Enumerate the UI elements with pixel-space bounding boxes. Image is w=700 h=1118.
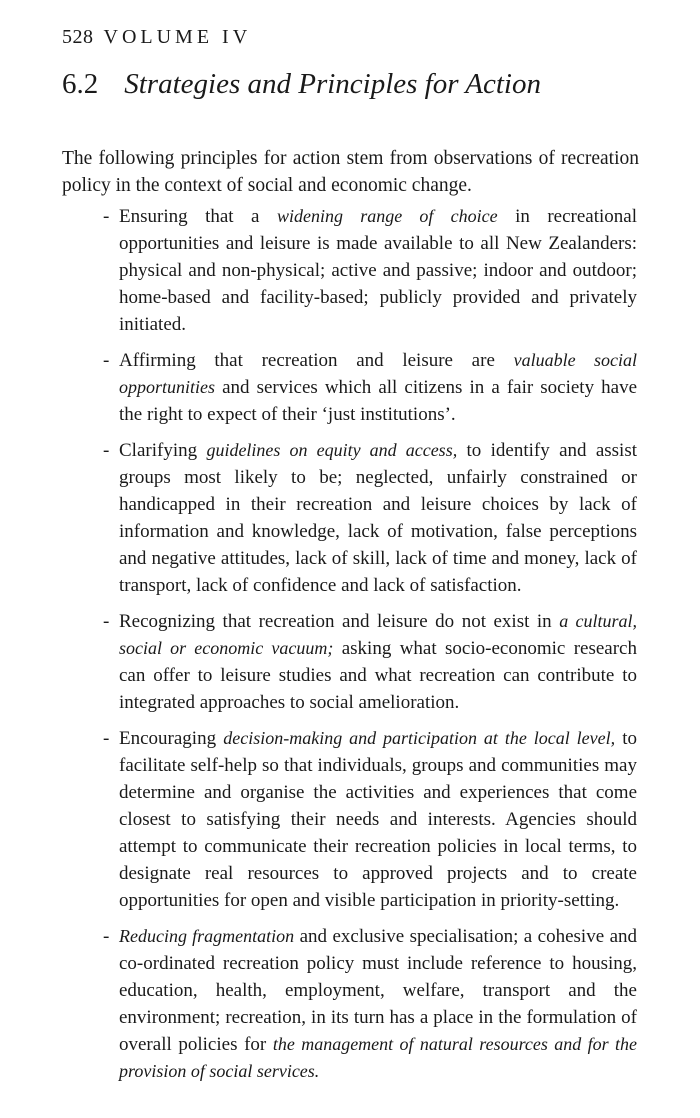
list-item <box>103 608 637 716</box>
running-head <box>62 26 251 49</box>
list-dash: - <box>103 611 110 632</box>
list-dash: - <box>103 728 110 749</box>
item-lead: Encouraging <box>119 728 224 749</box>
item-lead: Ensuring that a <box>119 206 277 227</box>
item-emphasis: a cultural, social or economic vacuum; <box>119 611 637 658</box>
list-dash: - <box>103 350 110 371</box>
section-heading <box>62 68 541 101</box>
list-item <box>103 923 637 1085</box>
list-item <box>103 347 637 428</box>
item-emphasis: decision-making and participation at the local level, <box>223 728 616 748</box>
item-emphasis: Reducing fragmentation <box>119 926 295 946</box>
item-emphasis: guidelines on equity and access, <box>206 440 458 460</box>
principles-list <box>103 203 637 1094</box>
volume-label: VOLUME IV <box>103 26 252 48</box>
page-number: 528 <box>62 26 94 48</box>
item-text: to facilitate self-help so that individuals, groups and communities may determine and organise the activities and experiences that come closest to satisfying their needs and interests. Agencies should attempt to communicate their recreation policies in local terms, to designate real resources to approved projects and to create opportunities for open and visible participation in priority-setting. <box>119 728 638 911</box>
list-dash: - <box>103 206 110 227</box>
list-item <box>103 725 637 914</box>
list-item <box>103 437 637 599</box>
item-emphasis: widening range of choice <box>276 206 498 226</box>
item-lead: Recognizing that recreation and leisure do not exist in <box>119 611 560 632</box>
list-item <box>103 203 637 338</box>
item-text: asking what socio-economic research can offer to leisure studies and what recreation can contribute to integrated approaches to social amelioration. <box>119 638 637 713</box>
item-lead: Clarifying <box>119 440 207 461</box>
item-text: and services which all citizens in a fair society have the right to expect of their ‘just institutions’. <box>119 377 637 425</box>
list-dash: - <box>103 440 110 461</box>
list-dash: - <box>103 926 110 947</box>
item-emphasis-secondary: the management of natural resources and for the provision of social services. <box>119 1034 637 1081</box>
item-lead: Affirming that recreation and leisure are <box>119 350 514 371</box>
item-text: and exclusive specialisation; a cohesive and co-ordinated recreation policy must include reference to housing, education, health, employment, welfare, transport and the environment; recreation, in its turn has a place in the formulation of overall policies for <box>119 926 637 1055</box>
item-text: to identify and assist groups most likely to be; neglected, unfairly constrained or handicapped in their recreation and leisure choices by lack of information and knowledge, lack of motivation, false perceptions and negative attitudes, lack of skill, lack of time and money, lack of transport, lack of confidence and lack of satisfaction. <box>119 440 637 596</box>
section-number: 6.2 <box>62 68 99 100</box>
intro-paragraph: The following principles for action stem from observations of recreation policy in the context of social and economic change. <box>62 148 639 196</box>
item-text: in recreational opportunities and leisure is made available to all New Zealanders: physical and non-physical; active and passive; indoor and outdoor; home-based and facility-based; publicly provided and privately initiated. <box>119 206 637 335</box>
section-title: Strategies and Principles for Action <box>124 68 541 100</box>
item-emphasis: valuable social opportunities <box>119 350 637 397</box>
